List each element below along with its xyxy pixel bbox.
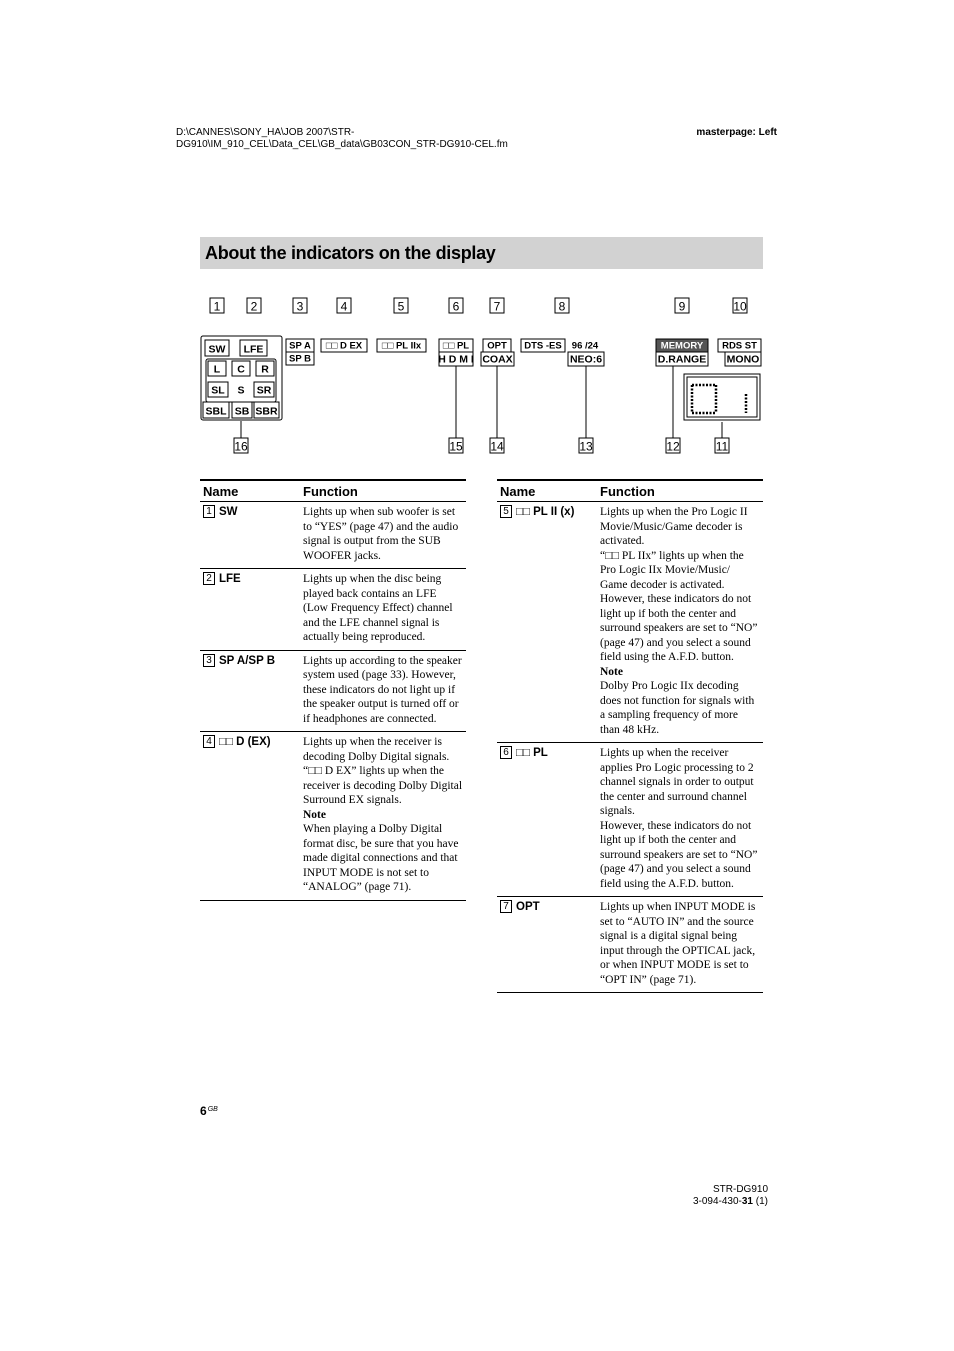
svg-text:7: 7 [493, 299, 501, 314]
function-text: Lights up when sub woofer is set to “YES” (page 47) and the audio signal is output from the SUB WOOFER jacks. [303, 506, 459, 562]
page-number [200, 1104, 218, 1118]
indicator-pl [439, 339, 473, 352]
file-path-header [176, 127, 596, 151]
svg-text:1: 1 [213, 299, 221, 314]
callout-7 [490, 298, 504, 314]
indicator-ninety [572, 341, 599, 352]
name-column-header: Name [200, 480, 300, 502]
indicator-sbr [254, 402, 279, 418]
svg-text:R: R [261, 363, 269, 376]
indicator-mono [725, 352, 761, 366]
svg-text:SP A: SP A [289, 340, 311, 352]
callout-number: 6 [500, 746, 512, 759]
indicator-name-cell [497, 743, 597, 897]
indicator-coax [481, 352, 514, 366]
indicator-ddex [321, 339, 367, 352]
display-indicator-diagram [196, 290, 776, 460]
svg-text:10: 10 [733, 299, 747, 314]
svg-text:13: 13 [579, 439, 593, 454]
table-row [497, 743, 763, 897]
callout-16 [234, 438, 248, 454]
function-column-header: Function [597, 480, 763, 502]
footer-model-info [640, 1184, 768, 1208]
indicator-name: OPT [516, 901, 540, 913]
indicator-name: LFE [219, 573, 241, 585]
svg-text:8: 8 [558, 299, 566, 314]
svg-text:5: 5 [397, 299, 405, 314]
function-column-header: Function [300, 480, 466, 502]
indicator-hdmi [438, 352, 474, 366]
table-row [200, 650, 466, 732]
svg-text:SL: SL [211, 384, 225, 397]
callout-4 [337, 298, 351, 314]
indicator-function-cell [300, 650, 466, 732]
callout-10 [733, 298, 747, 314]
file-path-line-2: DG910\IM_910_CEL\Data_CEL\GB_data\GB03CON_STR-DG910-CEL.fm [176, 139, 508, 150]
table-row [200, 569, 466, 651]
callout-5 [394, 298, 408, 314]
indicator-name: □□ PL II (x) [516, 506, 575, 518]
svg-text:15: 15 [449, 439, 463, 454]
svg-text:SR: SR [256, 384, 272, 397]
function-text: Lights up according to the speaker system used (page 33). However, these indicators do not light up if the speaker output is turned off or if headphones are connected. [303, 654, 462, 725]
indicator-c [232, 361, 250, 376]
note-label: Note [303, 808, 326, 821]
svg-text:SW: SW [208, 343, 226, 356]
svg-text:OPT: OPT [487, 340, 507, 352]
function-text: However, these indicators do not light up if both the center and surround speakers are set to “NO” (page 47) and you select a sound field using the A.F.D. button. [600, 593, 758, 663]
section-title: About the indicators on the display [205, 243, 496, 263]
indicator-neo [568, 352, 604, 366]
indicator-sw [205, 340, 229, 356]
svg-text:S: S [237, 384, 245, 397]
svg-text:2: 2 [250, 299, 258, 314]
file-path-line-1: D:\CANNES\SONY_HA\JOB 2007\STR- [176, 127, 355, 138]
svg-text:D.RANGE: D.RANGE [657, 353, 707, 366]
callout-number: 7 [500, 900, 512, 913]
indicator-name: □□ D (EX) [219, 736, 271, 748]
function-text: “□□ D EX” lights up when the receiver is decoding Dolby Digital Surround EX signals. [303, 765, 463, 806]
indicator-r [256, 361, 274, 376]
indicator-name-cell [200, 502, 300, 569]
callout-11 [715, 438, 729, 454]
svg-text:14: 14 [490, 439, 504, 454]
indicator-function-cell [597, 743, 763, 897]
callout-12 [666, 438, 680, 454]
left-indicator-table [200, 479, 466, 901]
svg-text:LFE: LFE [243, 343, 264, 356]
note-text: Dolby Pro Logic IIx decoding does not function for signals with a sampling frequency of more than 48 kHz. [600, 680, 755, 736]
function-text: However, these indicators do not light up if both the center and surround speakers are set to “NO” (page 47) and you select a sound field using the A.F.D. button. [600, 819, 758, 890]
indicator-sl [208, 382, 228, 397]
svg-text:H D M I: H D M I [438, 353, 474, 366]
indicator-function-cell [597, 897, 763, 993]
indicator-s [237, 385, 244, 397]
svg-text:□□ D EX: □□ D EX [325, 340, 363, 352]
indicator-spb [286, 352, 314, 365]
note-label: Note [600, 665, 623, 678]
svg-text:C: C [237, 363, 245, 376]
indicator-opt [483, 339, 511, 352]
indicator-function-cell [300, 732, 466, 901]
frequency-digit-display [684, 374, 760, 420]
indicator-name-cell [200, 569, 300, 651]
indicator-function-cell [300, 569, 466, 651]
svg-text:□□ PL: □□ PL [442, 340, 470, 352]
function-text: Lights up when the disc being played back contains an LFE (Low Frequency Effect) channel and the LFE channel signal is actually being reproduced. [303, 573, 453, 643]
callout-number: 1 [203, 505, 215, 518]
page-number-value: 6 [200, 1104, 207, 1118]
masterpage-label: masterpage: Left [696, 127, 777, 138]
indicator-drange [656, 352, 708, 366]
indicator-spa [286, 339, 314, 352]
function-text: Lights up when INPUT MODE is set to “AUTO IN” and the source signal is a digital signal being input through the OPTICAL jack, or when INPUT MODE is set to “OPT IN” (page 71). [600, 901, 756, 986]
svg-text:SBR: SBR [255, 405, 278, 418]
svg-text:DTS -ES: DTS -ES [524, 340, 562, 352]
function-text: Lights up when the receiver applies Pro Logic processing to 2 channel signals in order to output the center and surround channel signals. [600, 747, 754, 817]
table-row [497, 502, 763, 743]
indicator-name-cell [497, 897, 597, 993]
table-row [200, 732, 466, 901]
callout-9 [675, 298, 689, 314]
indicator-function-cell [597, 502, 763, 743]
indicator-name: SP A/SP B [219, 654, 276, 667]
section-title-bar [200, 237, 763, 269]
svg-text:6: 6 [452, 299, 460, 314]
callout-8 [555, 298, 569, 314]
indicator-name-cell [497, 502, 597, 743]
svg-text:SP B: SP B [288, 353, 312, 365]
note-text: When playing a Dolby Digital format disc, be sure that you have made digital connections and that INPUT MODE is not set to “ANALOG” (page 71). [303, 823, 459, 893]
indicator-sbl [203, 402, 229, 418]
indicator-sr [254, 382, 274, 397]
callout-13 [579, 438, 593, 454]
callout-15 [449, 438, 463, 454]
svg-text:SB: SB [234, 405, 250, 418]
callout-6 [449, 298, 463, 314]
svg-text:96 /24: 96 /24 [571, 340, 599, 352]
svg-text:COAX: COAX [482, 353, 513, 366]
callout-14 [490, 438, 504, 454]
svg-text:NEO:6: NEO:6 [569, 353, 603, 366]
footer-code-suffix: (1) [753, 1196, 768, 1207]
callout-3 [293, 298, 307, 314]
right-indicator-table [497, 479, 763, 993]
indicator-lfe [240, 340, 267, 356]
indicator-l [208, 361, 226, 376]
function-text: Lights up when the Pro Logic II Movie/Music/Game decoder is activated. [600, 506, 748, 547]
footer-code-prefix: 3-094-430- [692, 1196, 742, 1207]
svg-text:11: 11 [715, 439, 729, 454]
indicator-name-cell [200, 650, 300, 732]
name-column-header: Name [497, 480, 597, 502]
svg-text:RDS ST: RDS ST [722, 340, 757, 352]
svg-text:MEMORY: MEMORY [660, 340, 704, 352]
indicator-memory [656, 339, 708, 352]
callout-1 [210, 298, 224, 314]
indicator-sb [232, 402, 252, 418]
svg-text:□□ PL IIx: □□ PL IIx [381, 340, 422, 352]
indicator-dtses [521, 339, 565, 352]
indicator-function-cell [300, 502, 466, 569]
table-row [497, 897, 763, 993]
callout-2 [247, 298, 261, 314]
indicator-plllx [377, 339, 426, 352]
svg-text:4: 4 [340, 299, 348, 314]
svg-text:MONO: MONO [726, 353, 760, 366]
indicator-rdsst [718, 339, 761, 352]
callout-number: 2 [203, 572, 215, 585]
svg-text:SBL: SBL [205, 405, 227, 418]
function-text: Lights up when the receiver is decoding Dolby Digital signals. [303, 736, 450, 763]
svg-text:16: 16 [234, 439, 248, 454]
indicator-name-cell [200, 732, 300, 901]
page-number-suffix: GB [207, 1106, 218, 1113]
svg-text:L: L [213, 363, 221, 376]
indicator-name: □□ PL [516, 747, 548, 759]
function-text: “□□ PL IIx” lights up when the Pro Logic IIx Movie/Music/ Game decoder is activated. [600, 549, 744, 591]
footer-code-bold: 31 [741, 1196, 753, 1207]
table-row [200, 502, 466, 569]
footer-part-code [640, 1196, 768, 1208]
callout-number: 5 [500, 505, 512, 518]
indicator-name: SW [219, 506, 238, 518]
callout-number: 4 [203, 735, 215, 748]
callout-number: 3 [203, 654, 215, 667]
footer-model-name: STR-DG910 [712, 1184, 768, 1195]
svg-text:3: 3 [296, 299, 304, 314]
svg-text:9: 9 [678, 299, 686, 314]
svg-text:12: 12 [666, 439, 680, 454]
